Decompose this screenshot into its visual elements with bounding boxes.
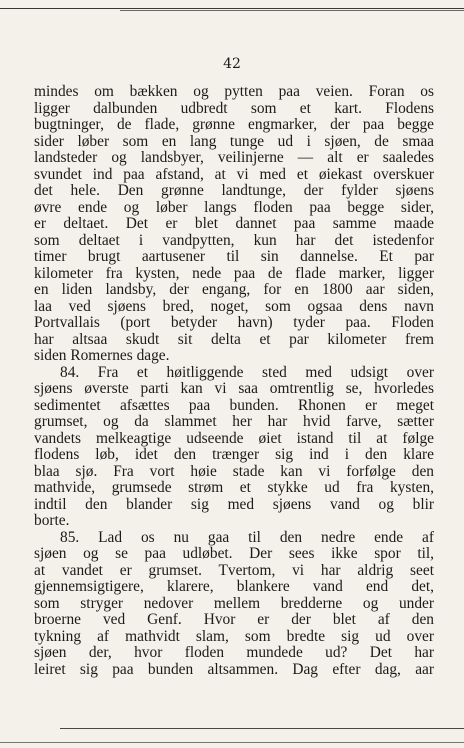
text-line: landsteder og landsbyer, veilinjerne — alt er saaledes bbox=[34, 149, 434, 166]
text-line: svundet ind paa afstand, at vi med et øiekast overskuer bbox=[34, 165, 434, 183]
text-line: gjennemsigtigere, klarere, blankere vand end det, bbox=[34, 578, 434, 595]
bottom-rule bbox=[60, 728, 464, 729]
text-line: bugtninger, de flade, grønne engmarker, der paa begge bbox=[34, 116, 434, 133]
text-line: sedimentet afsættes paa bunden. Rhonen er meget bbox=[34, 396, 434, 414]
text-line: timer brugt aartusener til sin dannelse. Et par bbox=[34, 248, 434, 265]
text-line: har altsaa skudt sit delta et par kilometer frem bbox=[34, 330, 434, 348]
paragraph-84-start: 84. Fra et høitliggende sted med udsigt over bbox=[60, 363, 434, 381]
page-number: 42 bbox=[223, 56, 241, 72]
text-line: kilometer fra kysten, nede paa de flade marker, ligger bbox=[34, 264, 434, 282]
text-line: borte. bbox=[34, 512, 70, 529]
top-rule-secondary bbox=[120, 10, 464, 11]
text-line: er deltaet. Det er blet dannet paa samme maade bbox=[34, 215, 434, 232]
text-line: laa ved sjøens bred, noget, som ogsaa dens navn bbox=[34, 297, 434, 315]
text-line: en liden landsby, der engang, for en 1800 aar siden, bbox=[34, 281, 434, 298]
text-line: sjøen og se paa udløbet. Der sees ikke spor til, bbox=[34, 545, 434, 562]
text-line: sider løber som en lang tunge ud i sjøen, de smaa bbox=[34, 132, 434, 150]
top-rule bbox=[0, 8, 464, 9]
text-line: sjøen der, hvor floden mundede ud? Det har bbox=[34, 644, 434, 661]
text-line: det hele. Den grønne landtunge, der fylder sjøens bbox=[34, 182, 434, 199]
body-text bbox=[34, 84, 434, 678]
text-line: som deltaet i vandpytten, kun har det istedenfor bbox=[34, 231, 434, 249]
text-line: øvre ende og løber langs floden paa begge sider, bbox=[34, 198, 434, 216]
text-line: vandets melkeagtige udseende øiet istand til at følge bbox=[34, 429, 434, 447]
text-line: grumset, og da slammet her har hvid farve, sætter bbox=[34, 413, 434, 430]
text-line: at vandet er grumset. Tvertom, vi har aldrig seet bbox=[34, 561, 434, 579]
text-line: flodens løb, idet den trænger sig ind i den klare bbox=[34, 446, 434, 463]
text-line: blaa sjø. Fra vort høie stade kan vi forfølge den bbox=[34, 462, 434, 480]
text-line: sjøens øverste parti kan vi saa omtrentlig se, hvorledes bbox=[34, 380, 434, 397]
text-line: broerne ved Genf. Hvor er der blet af den bbox=[34, 611, 434, 628]
text-line: ligger dalbunden udbredt som et kart. Flodens bbox=[34, 99, 434, 117]
text-line: mathvide, grumsede strøm et stykke ud fra kysten, bbox=[34, 479, 434, 496]
bottom-rule-secondary bbox=[0, 742, 464, 743]
text-line: tykning af mathvidt slam, som bredte sig ud over bbox=[34, 627, 434, 645]
text-line: indtil den blander sig med sjøens vand og blir bbox=[34, 495, 434, 513]
text-line: mindes om bækken og pytten paa veien. Foran os bbox=[34, 83, 434, 100]
text-line: siden Romernes dage. bbox=[34, 347, 170, 364]
text-line: Portvallais (port betyder havn) tyder paa. Floden bbox=[34, 314, 434, 331]
paragraph-85-start: 85. Lad os nu gaa til den nedre ende af bbox=[60, 528, 434, 546]
text-line: som stryger nedover mellem bredderne og under bbox=[34, 594, 434, 612]
text-line: leiret sig paa bunden altsammen. Dag efter dag, aar bbox=[34, 660, 434, 678]
